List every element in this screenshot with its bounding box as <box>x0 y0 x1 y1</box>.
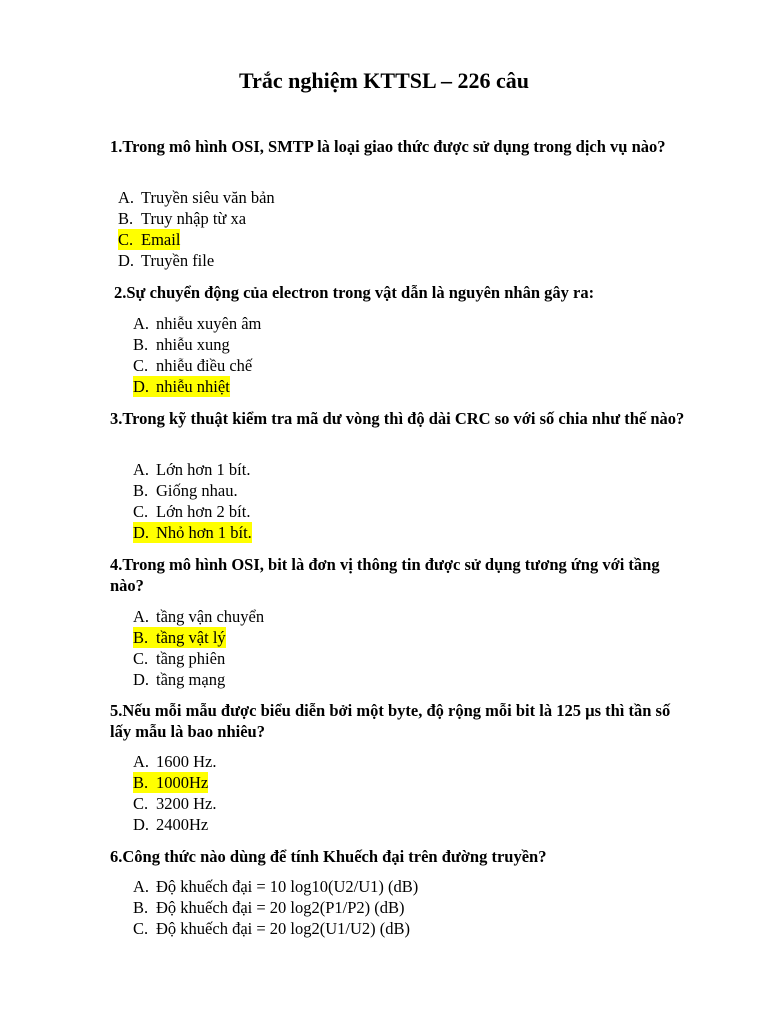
option-a: A. Độ khuếch đại = 10 log10(U2/U1) (dB) <box>133 877 419 896</box>
question-5: 5.Nếu mỗi mẫu được biểu diễn bởi một byte, độ rộng mỗi bit là 125 µs thì tần số lấy mẫu là bao nhiêu? <box>110 701 671 741</box>
question-2: 2.Sự chuyển động của electron trong vật dẫn là nguyên nhân gây ra: <box>114 283 595 302</box>
option-d: D. tầng mạng <box>133 670 226 689</box>
question-1: 1.Trong mô hình OSI, SMTP là loại giao thức được sử dụng trong dịch vụ nào? <box>110 137 666 156</box>
question-6: 6.Công thức nào dùng để tính Khuếch đại trên đường truyền? <box>110 847 547 866</box>
options-list <box>133 459 252 543</box>
option-a: A. tầng vận chuyển <box>133 607 265 626</box>
option-b-highlighted: B. 1000Hz <box>133 773 209 792</box>
option-c-highlighted: C. Email <box>118 230 181 249</box>
option-b: B. Giống nhau. <box>133 481 238 500</box>
option-a: A. Truyền siêu văn bản <box>118 188 275 207</box>
option-c: C. 3200 Hz. <box>133 794 217 813</box>
options-list <box>133 606 264 690</box>
option-d: D. Truyền file <box>118 251 215 270</box>
option-b: B. Độ khuếch đại = 20 log2(P1/P2) (dB) <box>133 898 405 917</box>
option-a: A. 1600 Hz. <box>133 752 217 771</box>
option-c: C. nhiễu điều chế <box>133 356 253 375</box>
option-c: C. tầng phiên <box>133 649 226 668</box>
options-list <box>133 876 418 939</box>
option-d-highlighted: D. nhiễu nhiệt <box>133 377 230 396</box>
option-d: D. 2400Hz <box>133 815 209 834</box>
option-d-highlighted: D. Nhỏ hơn 1 bít. <box>133 523 252 542</box>
question-3: 3.Trong kỹ thuật kiểm tra mã dư vòng thì độ dài CRC so với số chia như thế nào? <box>110 409 685 428</box>
option-a: A. nhiễu xuyên âm <box>133 314 262 333</box>
option-a: A. Lớn hơn 1 bít. <box>133 460 251 479</box>
option-c: C. Độ khuếch đại = 20 log2(U1/U2) (dB) <box>133 919 411 938</box>
options-list <box>118 187 275 271</box>
option-b: B. nhiễu xung <box>133 335 230 354</box>
document-title: Trắc nghiệm KTTSL – 226 câu <box>239 68 529 93</box>
options-list <box>133 313 261 397</box>
option-c: C. Lớn hơn 2 bít. <box>133 502 251 521</box>
option-b: B. Truy nhập từ xa <box>118 209 247 228</box>
options-list <box>133 751 217 835</box>
option-b-highlighted: B. tầng vật lý <box>133 628 226 647</box>
question-4: 4.Trong mô hình OSI, bit là đơn vị thông tin được sử dụng tương ứng với tầng nào? <box>110 555 660 595</box>
